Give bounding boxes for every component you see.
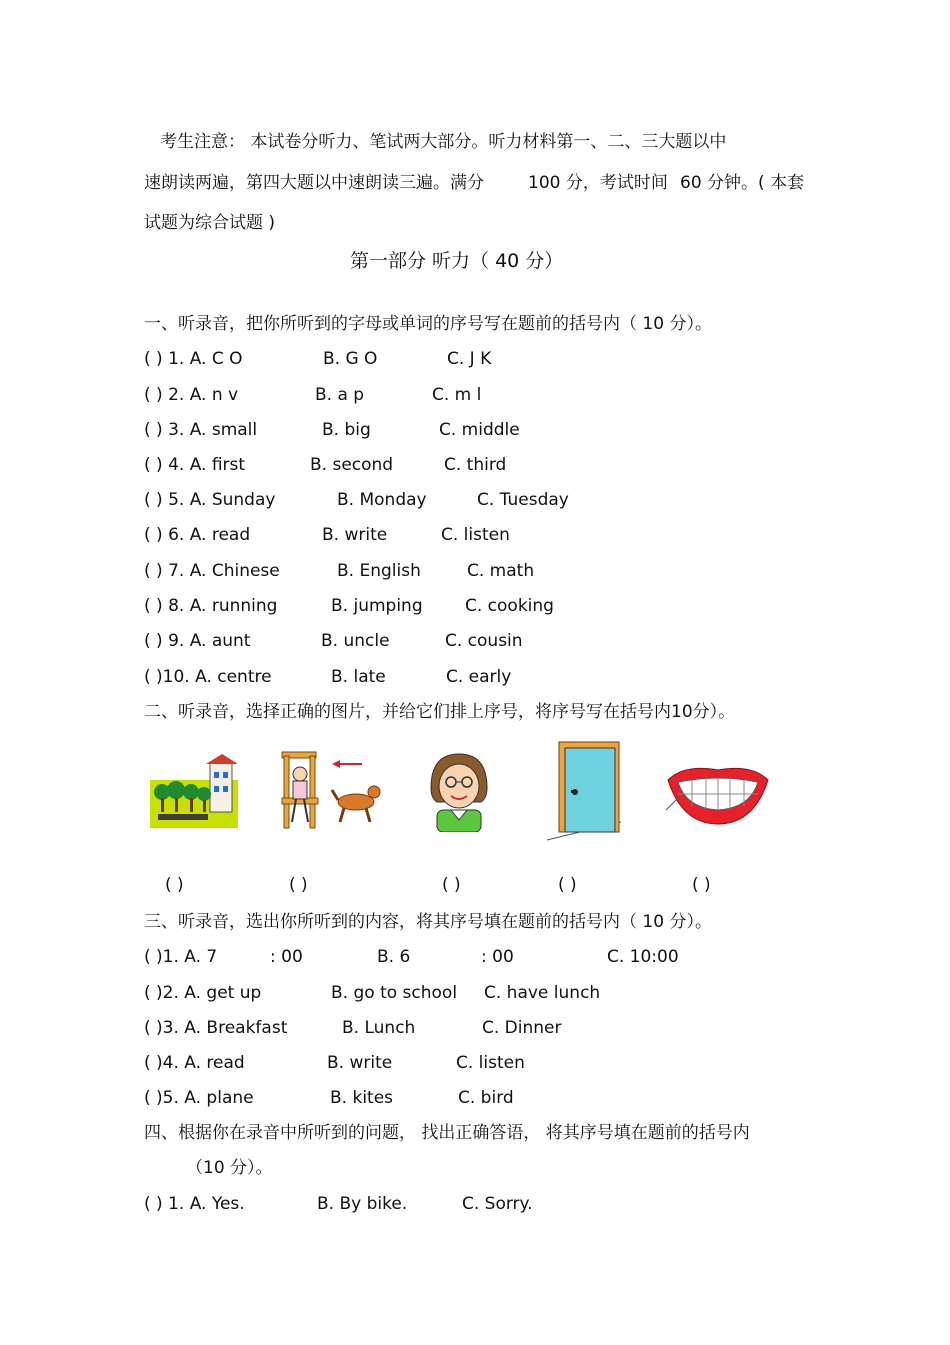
s3-item-1-a: ( )1. A. 7 xyxy=(144,947,218,967)
s1-item-9-a: ( ) 9. A. aunt xyxy=(144,631,251,651)
girl-dog-icon xyxy=(278,750,382,832)
s1-item-8-b: B. jumping xyxy=(331,596,423,616)
s1-item-3-b: B. big xyxy=(322,420,371,440)
s3-item-4-c: C. listen xyxy=(456,1053,525,1073)
s1-item-6-c: C. listen xyxy=(441,525,510,545)
s2-paren-5: ( ) xyxy=(692,875,711,895)
s2-paren-4: ( ) xyxy=(558,875,577,895)
s2-paren-1: ( ) xyxy=(165,875,184,895)
notice-line-2b: 100 分，考试时间 xyxy=(528,173,668,193)
s3-item-3-b: B. Lunch xyxy=(342,1018,416,1038)
part1-title: 第一部分 听力（ 40 分） xyxy=(350,250,564,272)
s4-item-1-c: C. Sorry. xyxy=(462,1194,533,1214)
grandma-icon xyxy=(425,752,493,832)
s1-item-4-b: B. second xyxy=(310,455,394,475)
notice-line-1: 考生注意： 本试卷分听力、笔试两大部分。听力材料第一、二、三大题以中 xyxy=(160,132,727,152)
s1-item-1-c: C. J K xyxy=(447,349,492,369)
s1-item-1-a: ( ) 1. A. C O xyxy=(144,349,243,369)
s1-item-7-b: B. English xyxy=(337,561,421,581)
s3-item-5-c: C. bird xyxy=(458,1088,514,1108)
s2-paren-3: ( ) xyxy=(442,875,461,895)
s1-item-4-a: ( ) 4. A. first xyxy=(144,455,246,475)
section1-heading: 一、听录音，把你所听到的字母或单词的序号写在题前的括号内（ 10 分）。 xyxy=(144,314,712,334)
s3-item-1-colon2: : 00 xyxy=(481,947,514,967)
s3-item-1-b: B. 6 xyxy=(377,947,411,967)
s3-item-1-c: C. 10:00 xyxy=(607,947,679,967)
section2-heading: 二、听录音，选择正确的图片，并给它们排上序号，将序号写在括号内10分）。 xyxy=(144,702,736,722)
section3-heading: 三、听录音，选出你所听到的内容，将其序号填在题前的括号内（ 10 分）。 xyxy=(144,912,712,932)
s3-item-4-b: B. write xyxy=(327,1053,393,1073)
notice-line-2a: 速朗读两遍，第四大题以中速朗读三遍。满分 xyxy=(144,173,484,193)
s1-item-3-c: C. middle xyxy=(439,420,520,440)
notice-line-3: 试题为综合试题 ) xyxy=(144,213,276,233)
s1-item-6-b: B. write xyxy=(322,525,388,545)
s3-item-2-a: ( )2. A. get up xyxy=(144,983,262,1003)
s3-item-4-a: ( )4. A. read xyxy=(144,1053,245,1073)
s3-item-3-a: ( )3. A. Breakfast xyxy=(144,1018,288,1038)
s1-item-8-c: C. cooking xyxy=(465,596,554,616)
section4-heading: 四、根据你在录音中所听到的问题， 找出正确答语， 将其序号填在题前的括号内 xyxy=(144,1123,750,1143)
s1-item-9-b: B. uncle xyxy=(321,631,390,651)
s1-item-8-a: ( ) 8. A. running xyxy=(144,596,278,616)
s1-item-10-c: C. early xyxy=(446,667,512,687)
s1-item-2-b: B. a p xyxy=(315,385,365,405)
s3-item-5-b: B. kites xyxy=(330,1088,394,1108)
mouth-icon xyxy=(664,760,772,828)
s1-item-3-a: ( ) 3. A. small xyxy=(144,420,258,440)
s3-item-5-a: ( )5. A. plane xyxy=(144,1088,254,1108)
s2-paren-2: ( ) xyxy=(289,875,308,895)
park-scene-icon xyxy=(148,752,240,832)
s1-item-5-a: ( ) 5. A. Sunday xyxy=(144,490,276,510)
s1-item-6-a: ( ) 6. A. read xyxy=(144,525,251,545)
s1-item-1-b: B. G O xyxy=(323,349,378,369)
s4-item-1-b: B. By bike. xyxy=(317,1194,408,1214)
s1-item-4-c: C. third xyxy=(444,455,507,475)
s3-item-3-c: C. Dinner xyxy=(482,1018,562,1038)
notice-line-2c: 60 分钟。( 本套 xyxy=(680,173,805,193)
section4-heading-2: （10 分）。 xyxy=(186,1158,273,1178)
s1-item-9-c: C. cousin xyxy=(445,631,523,651)
s3-item-2-c: C. have lunch xyxy=(484,983,601,1003)
s1-item-2-a: ( ) 2. A. n v xyxy=(144,385,239,405)
door-icon xyxy=(545,740,625,844)
s3-item-2-b: B. go to school xyxy=(331,983,458,1003)
s1-item-10-b: B. late xyxy=(331,667,386,687)
s1-item-2-c: C. m l xyxy=(432,385,482,405)
s1-item-7-c: C. math xyxy=(467,561,535,581)
s1-item-5-c: C. Tuesday xyxy=(477,490,569,510)
s3-item-1-colon1: : 00 xyxy=(270,947,303,967)
s1-item-10-a: ( )10. A. centre xyxy=(144,667,272,687)
s4-item-1-a: ( ) 1. A. Yes. xyxy=(144,1194,245,1214)
s1-item-5-b: B. Monday xyxy=(337,490,427,510)
s1-item-7-a: ( ) 7. A. Chinese xyxy=(144,561,280,581)
